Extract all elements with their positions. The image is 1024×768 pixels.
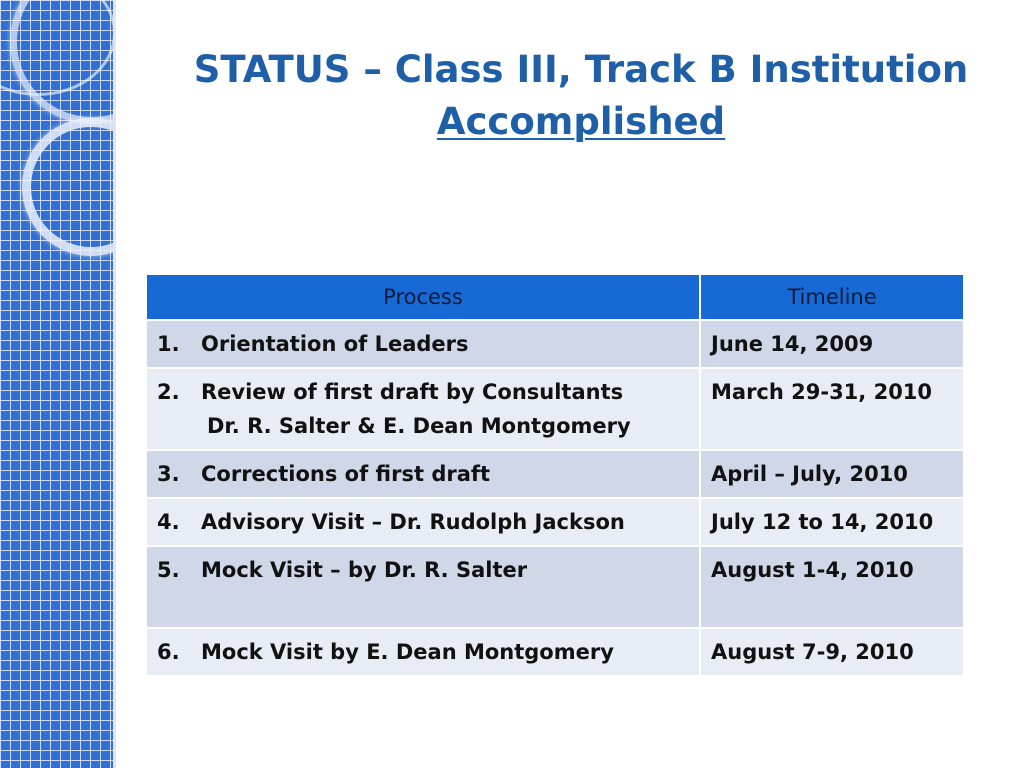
process-text: Corrections of first draft	[201, 462, 491, 486]
title-line-1: STATUS – Class III, Track B Institution	[193, 48, 969, 91]
table-row	[146, 368, 964, 450]
table-row	[146, 498, 964, 546]
timeline-cell: March 29-31, 2010	[700, 368, 964, 450]
timeline-cell: August 1-4, 2010	[700, 546, 964, 628]
decorative-ring	[22, 118, 113, 256]
process-text: Mock Visit – by Dr. R. Salter	[201, 558, 528, 582]
process-cell	[146, 368, 700, 450]
row-number: 4.	[157, 510, 180, 534]
row-number: 5.	[157, 558, 180, 582]
process-text: Orientation of Leaders	[201, 332, 469, 356]
table-row	[146, 546, 964, 628]
table-row	[146, 450, 964, 498]
row-number: 2.	[157, 380, 180, 404]
process-cell	[146, 546, 700, 628]
process-text: Review of first draft by Consultants	[201, 380, 624, 404]
process-cell	[146, 320, 700, 368]
process-cell	[146, 498, 700, 546]
row-number: 3.	[157, 462, 180, 486]
title-line-2: Accomplished	[436, 100, 726, 143]
process-cell	[146, 628, 700, 676]
slide-title	[150, 44, 1012, 148]
table-row	[146, 320, 964, 368]
timeline-cell: August 7-9, 2010	[700, 628, 964, 676]
band-divider	[113, 0, 116, 768]
timeline-cell: July 12 to 14, 2010	[700, 498, 964, 546]
table-header-row	[146, 274, 964, 320]
timeline-cell: April – July, 2010	[700, 450, 964, 498]
process-text: Advisory Visit – Dr. Rudolph Jackson	[201, 510, 625, 534]
row-number: 1.	[157, 332, 180, 356]
status-table	[145, 273, 965, 677]
decorative-ring-top	[10, 0, 113, 124]
row-number: 6.	[157, 640, 180, 664]
timeline-cell: June 14, 2009	[700, 320, 964, 368]
decorative-grid-band	[0, 0, 113, 768]
process-text-line-2: Dr. R. Salter & E. Dean Montgomery	[207, 414, 631, 438]
process-text: Mock Visit by E. Dean Montgomery	[201, 640, 614, 664]
header-timeline: Timeline	[700, 274, 964, 320]
header-process: Process	[146, 274, 700, 320]
process-cell	[146, 450, 700, 498]
table-row	[146, 628, 964, 676]
